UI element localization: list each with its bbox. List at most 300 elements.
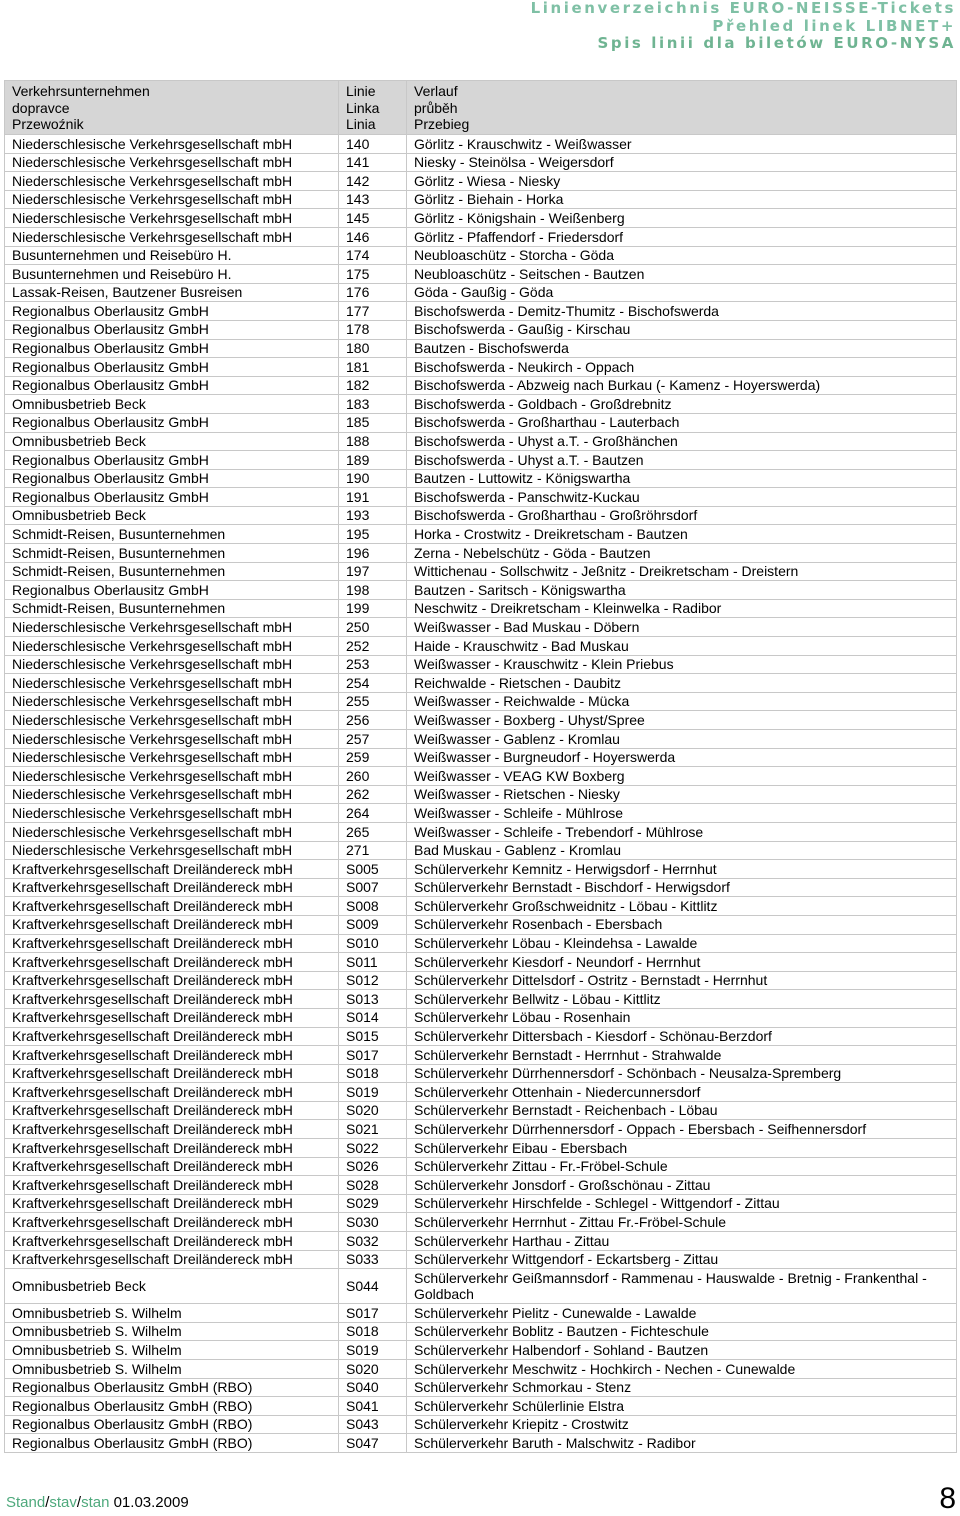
operator-cell: Niederschlesische Verkehrsgesellschaft mbH: [5, 135, 339, 154]
line-number-cell: 191: [339, 488, 407, 507]
table-row: [5, 544, 957, 563]
line-number-cell: 262: [339, 785, 407, 804]
route-cell: Schülerverkehr Baruth - Malschwitz - Radibor: [407, 1434, 957, 1453]
column-header-line: [339, 81, 407, 135]
operator-cell: Niederschlesische Verkehrsgesellschaft mbH: [5, 618, 339, 637]
table-row: [5, 674, 957, 693]
operator-cell: Regionalbus Oberlausitz GmbH: [5, 302, 339, 321]
route-cell: Weißwasser - Schleife - Trebendorf - Mühlrose: [407, 822, 957, 841]
operator-cell: Schmidt-Reisen, Busunternehmen: [5, 525, 339, 544]
table-row: [5, 711, 957, 730]
line-number-cell: S028: [339, 1176, 407, 1195]
route-cell: Bischofswerda - Großharthau - Lauterbach: [407, 413, 957, 432]
table-row: [5, 1397, 957, 1416]
operator-cell: Niederschlesische Verkehrsgesellschaft mbH: [5, 190, 339, 209]
table-row: [5, 990, 957, 1009]
route-cell: Bautzen - Luttowitz - Königswartha: [407, 469, 957, 488]
route-cell: Schülerverkehr Halbendorf - Sohland - Bautzen: [407, 1341, 957, 1360]
table-row: [5, 320, 957, 339]
line-number-cell: S015: [339, 1027, 407, 1046]
line-number-cell: 189: [339, 451, 407, 470]
table-row: [5, 227, 957, 246]
route-cell: Schülerverkehr Dittelsdorf - Ostritz - Bernstadt - Herrnhut: [407, 971, 957, 990]
table-row: [5, 265, 957, 284]
operator-cell: Omnibusbetrieb Beck: [5, 395, 339, 414]
route-cell: Neubloaschütz - Storcha - Göda: [407, 246, 957, 265]
table-row: [5, 1269, 957, 1304]
operator-cell: Niederschlesische Verkehrsgesellschaft mbH: [5, 692, 339, 711]
operator-cell: Omnibusbetrieb Beck: [5, 1269, 339, 1304]
line-number-cell: S018: [339, 1322, 407, 1341]
operator-cell: Niederschlesische Verkehrsgesellschaft mbH: [5, 767, 339, 786]
table-row: [5, 767, 957, 786]
table-row: [5, 581, 957, 600]
route-cell: Bischofswerda - Großharthau - Großröhrsdorf: [407, 506, 957, 525]
table-row: [5, 1434, 957, 1453]
line-number-cell: 197: [339, 562, 407, 581]
route-cell: Weißwasser - VEAG KW Boxberg: [407, 767, 957, 786]
page-number: 8: [939, 1482, 956, 1515]
route-cell: Weißwasser - Gablenz - Kromlau: [407, 730, 957, 749]
operator-cell: Regionalbus Oberlausitz GmbH: [5, 376, 339, 395]
footer-stav-label: stav: [49, 1494, 77, 1511]
table-header: [5, 81, 957, 135]
line-number-cell: 271: [339, 841, 407, 860]
operator-cell: Schmidt-Reisen, Busunternehmen: [5, 544, 339, 563]
table-row: [5, 785, 957, 804]
line-number-cell: 178: [339, 320, 407, 339]
operator-cell: Niederschlesische Verkehrsgesellschaft mbH: [5, 785, 339, 804]
operator-cell: Niederschlesische Verkehrsgesellschaft mbH: [5, 209, 339, 228]
header-title-de: Linienverzeichnis EURO-NEISSE-Tickets: [530, 0, 956, 17]
line-number-cell: S026: [339, 1157, 407, 1176]
line-number-cell: 196: [339, 544, 407, 563]
operator-cell: Kraftverkehrsgesellschaft Dreiländereck mbH: [5, 1008, 339, 1027]
line-number-cell: 193: [339, 506, 407, 525]
table-row: [5, 488, 957, 507]
line-number-cell: S018: [339, 1064, 407, 1083]
route-cell: Haide - Krauschwitz - Bad Muskau: [407, 637, 957, 656]
table-row: [5, 915, 957, 934]
table-row: [5, 339, 957, 358]
route-cell: Schülerverkehr Schmorkau - Stenz: [407, 1378, 957, 1397]
line-number-cell: S020: [339, 1101, 407, 1120]
route-cell: Bischofswerda - Goldbach - Großdrebnitz: [407, 395, 957, 414]
route-cell: Schülerverkehr Harthau - Zittau: [407, 1232, 957, 1251]
table-row: [5, 1046, 957, 1065]
operator-cell: Niederschlesische Verkehrsgesellschaft mbH: [5, 804, 339, 823]
line-number-cell: S017: [339, 1304, 407, 1323]
operator-cell: Omnibusbetrieb Beck: [5, 432, 339, 451]
route-cell: Görlitz - Krauschwitz - Weißwasser: [407, 135, 957, 154]
operator-cell: Regionalbus Oberlausitz GmbH: [5, 488, 339, 507]
line-number-cell: S041: [339, 1397, 407, 1416]
line-number-cell: 255: [339, 692, 407, 711]
operator-cell: Busunternehmen und Reisebüro H.: [5, 246, 339, 265]
table-row: [5, 1415, 957, 1434]
line-number-cell: S020: [339, 1360, 407, 1379]
table-row: [5, 190, 957, 209]
operator-cell: Omnibusbetrieb S. Wilhelm: [5, 1341, 339, 1360]
route-cell: Weißwasser - Reichwalde - Mücka: [407, 692, 957, 711]
operator-cell: Niederschlesische Verkehrsgesellschaft mbH: [5, 227, 339, 246]
line-number-cell: 199: [339, 599, 407, 618]
route-cell: Schülerverkehr Kriepitz - Crostwitz: [407, 1415, 957, 1434]
operator-cell: Kraftverkehrsgesellschaft Dreiländereck mbH: [5, 860, 339, 879]
line-number-cell: 260: [339, 767, 407, 786]
operator-cell: Kraftverkehrsgesellschaft Dreiländereck mbH: [5, 1194, 339, 1213]
operator-cell: Kraftverkehrsgesellschaft Dreiländereck mbH: [5, 971, 339, 990]
table-row: [5, 1027, 957, 1046]
operator-cell: Regionalbus Oberlausitz GmbH: [5, 358, 339, 377]
line-number-cell: 176: [339, 283, 407, 302]
table-row: [5, 934, 957, 953]
line-number-cell: S010: [339, 934, 407, 953]
table-row: [5, 395, 957, 414]
column-header-line-de: Linie: [346, 83, 376, 99]
operator-cell: Kraftverkehrsgesellschaft Dreiländereck mbH: [5, 934, 339, 953]
route-cell: Schülerverkehr Schülerlinie Elstra: [407, 1397, 957, 1416]
line-number-cell: 183: [339, 395, 407, 414]
route-cell: Niesky - Steinölsa - Weigersdorf: [407, 153, 957, 172]
column-header-operator-de: Verkehrsunternehmen: [12, 83, 150, 99]
line-number-cell: 195: [339, 525, 407, 544]
route-cell: Bischofswerda - Neukirch - Oppach: [407, 358, 957, 377]
line-number-cell: S033: [339, 1250, 407, 1269]
operator-cell: Busunternehmen und Reisebüro H.: [5, 265, 339, 284]
line-number-cell: S014: [339, 1008, 407, 1027]
operator-cell: Niederschlesische Verkehrsgesellschaft mbH: [5, 172, 339, 191]
route-cell: Schülerverkehr Bellwitz - Löbau - Kittlitz: [407, 990, 957, 1009]
operator-cell: Omnibusbetrieb S. Wilhelm: [5, 1304, 339, 1323]
line-number-cell: S011: [339, 953, 407, 972]
table-row: [5, 1194, 957, 1213]
table-row: [5, 878, 957, 897]
operator-cell: Kraftverkehrsgesellschaft Dreiländereck mbH: [5, 1027, 339, 1046]
route-cell: Schülerverkehr Rosenbach - Ebersbach: [407, 915, 957, 934]
route-cell: Bautzen - Bischofswerda: [407, 339, 957, 358]
route-cell: Bischofswerda - Demitz-Thumitz - Bischofswerda: [407, 302, 957, 321]
operator-cell: Kraftverkehrsgesellschaft Dreiländereck mbH: [5, 897, 339, 916]
table-row: [5, 1008, 957, 1027]
column-header-operator-pl: Przewoźnik: [12, 116, 84, 132]
route-cell: Schülerverkehr Bernstadt - Reichenbach - Löbau: [407, 1101, 957, 1120]
line-number-cell: 257: [339, 730, 407, 749]
document-header: [531, 0, 956, 53]
operator-cell: Regionalbus Oberlausitz GmbH: [5, 581, 339, 600]
operator-cell: Kraftverkehrsgesellschaft Dreiländereck mbH: [5, 953, 339, 972]
line-number-cell: 177: [339, 302, 407, 321]
operator-cell: Regionalbus Oberlausitz GmbH: [5, 451, 339, 470]
line-number-cell: S029: [339, 1194, 407, 1213]
column-header-route-pl: Przebieg: [414, 116, 470, 132]
operator-cell: Kraftverkehrsgesellschaft Dreiländereck mbH: [5, 1101, 339, 1120]
line-number-cell: S047: [339, 1434, 407, 1453]
route-cell: Horka - Crostwitz - Dreikretscham - Bautzen: [407, 525, 957, 544]
operator-cell: Kraftverkehrsgesellschaft Dreiländereck mbH: [5, 1176, 339, 1195]
route-cell: Schülerverkehr Großschweidnitz - Löbau - Kittlitz: [407, 897, 957, 916]
line-number-cell: S030: [339, 1213, 407, 1232]
route-cell: Schülerverkehr Zittau - Fr.-Fröbel-Schule: [407, 1157, 957, 1176]
line-number-cell: 256: [339, 711, 407, 730]
route-cell: Schülerverkehr Bernstadt - Herrnhut - Strahwalde: [407, 1046, 957, 1065]
operator-cell: Kraftverkehrsgesellschaft Dreiländereck mbH: [5, 1083, 339, 1102]
line-number-cell: S012: [339, 971, 407, 990]
route-cell: Schülerverkehr Eibau - Ebersbach: [407, 1139, 957, 1158]
operator-cell: Kraftverkehrsgesellschaft Dreiländereck mbH: [5, 1232, 339, 1251]
route-cell: Bischofswerda - Abzweig nach Burkau (- Kamenz - Hoyerswerda): [407, 376, 957, 395]
operator-cell: Kraftverkehrsgesellschaft Dreiländereck mbH: [5, 1250, 339, 1269]
table-row: [5, 1250, 957, 1269]
operator-cell: Schmidt-Reisen, Busunternehmen: [5, 562, 339, 581]
line-number-cell: 181: [339, 358, 407, 377]
route-cell: Schülerverkehr Kiesdorf - Neundorf - Herrnhut: [407, 953, 957, 972]
table-row: [5, 1213, 957, 1232]
line-number-cell: S013: [339, 990, 407, 1009]
table-row: [5, 599, 957, 618]
line-number-cell: 140: [339, 135, 407, 154]
table-row: [5, 525, 957, 544]
line-number-cell: 146: [339, 227, 407, 246]
operator-cell: Kraftverkehrsgesellschaft Dreiländereck mbH: [5, 1120, 339, 1139]
operator-cell: Niederschlesische Verkehrsgesellschaft mbH: [5, 153, 339, 172]
operator-cell: Kraftverkehrsgesellschaft Dreiländereck mbH: [5, 915, 339, 934]
line-number-cell: S017: [339, 1046, 407, 1065]
table-row: [5, 1157, 957, 1176]
table-row: [5, 1176, 957, 1195]
line-number-cell: 198: [339, 581, 407, 600]
table-row: [5, 1304, 957, 1323]
line-number-cell: S044: [339, 1269, 407, 1304]
column-header-line-cz: Linka: [346, 99, 380, 116]
operator-cell: Omnibusbetrieb S. Wilhelm: [5, 1322, 339, 1341]
line-number-cell: 175: [339, 265, 407, 284]
line-number-cell: 265: [339, 822, 407, 841]
line-number-cell: S022: [339, 1139, 407, 1158]
line-number-cell: S019: [339, 1083, 407, 1102]
table-row: [5, 1064, 957, 1083]
table-row: [5, 432, 957, 451]
route-cell: Schülerverkehr Dürrhennersdorf - Oppach - Ebersbach - Seifhennersdorf: [407, 1120, 957, 1139]
operator-cell: Niederschlesische Verkehrsgesellschaft mbH: [5, 841, 339, 860]
operator-cell: Niederschlesische Verkehrsgesellschaft mbH: [5, 711, 339, 730]
header-title-pl: Spis linii dla biletów EURO-NYSA: [597, 34, 956, 52]
line-number-cell: 253: [339, 655, 407, 674]
table-row: [5, 135, 957, 154]
table-body: [5, 135, 957, 1453]
operator-cell: Regionalbus Oberlausitz GmbH (RBO): [5, 1397, 339, 1416]
operator-cell: Schmidt-Reisen, Busunternehmen: [5, 599, 339, 618]
column-header-route-cz: průběh: [414, 99, 458, 116]
table-row: [5, 246, 957, 265]
route-cell: Reichwalde - Rietschen - Daubitz: [407, 674, 957, 693]
table-row: [5, 413, 957, 432]
table-row: [5, 1083, 957, 1102]
table-row: [5, 804, 957, 823]
operator-cell: Niederschlesische Verkehrsgesellschaft mbH: [5, 674, 339, 693]
table-row: [5, 1139, 957, 1158]
operator-cell: Regionalbus Oberlausitz GmbH: [5, 413, 339, 432]
route-cell: Görlitz - Königshain - Weißenberg: [407, 209, 957, 228]
route-cell: Schülerverkehr Dürrhennersdorf - Schönbach - Neusalza-Spremberg: [407, 1064, 957, 1083]
route-cell: Görlitz - Biehain - Horka: [407, 190, 957, 209]
operator-cell: Kraftverkehrsgesellschaft Dreiländereck mbH: [5, 1046, 339, 1065]
column-header-route: [407, 81, 957, 135]
header-title-cz: Přehled linek LIBNET+: [712, 16, 956, 35]
line-number-cell: 254: [339, 674, 407, 693]
route-cell: Weißwasser - Krauschwitz - Klein Priebus: [407, 655, 957, 674]
footer-date-stamp: [6, 1494, 189, 1511]
table-header-row: [5, 81, 957, 135]
line-number-cell: 252: [339, 637, 407, 656]
route-cell: Bischofswerda - Gaußig - Kirschau: [407, 320, 957, 339]
route-cell: Bischofswerda - Uhyst a.T. - Großhänchen: [407, 432, 957, 451]
operator-cell: Regionalbus Oberlausitz GmbH: [5, 469, 339, 488]
route-cell: Schülerverkehr Wittgendorf - Eckartsberg - Zittau: [407, 1250, 957, 1269]
line-number-cell: S043: [339, 1415, 407, 1434]
route-cell: Bad Muskau - Gablenz - Kromlau: [407, 841, 957, 860]
line-number-cell: S009: [339, 915, 407, 934]
table-row: [5, 1360, 957, 1379]
operator-cell: Lassak-Reisen, Bautzener Busreisen: [5, 283, 339, 302]
operator-cell: Kraftverkehrsgesellschaft Dreiländereck mbH: [5, 1139, 339, 1158]
table-row: [5, 172, 957, 191]
table-row: [5, 637, 957, 656]
operator-cell: Regionalbus Oberlausitz GmbH: [5, 320, 339, 339]
route-cell: Wittichenau - Sollschwitz - Jeßnitz - Dreikretscham - Dreistern: [407, 562, 957, 581]
table-row: [5, 1120, 957, 1139]
table-row: [5, 748, 957, 767]
route-cell: Weißwasser - Boxberg - Uhyst/Spree: [407, 711, 957, 730]
table-row: [5, 1341, 957, 1360]
route-cell: Weißwasser - Bad Muskau - Döbern: [407, 618, 957, 637]
table-row: [5, 822, 957, 841]
table-row: [5, 655, 957, 674]
table-row: [5, 692, 957, 711]
line-number-cell: 143: [339, 190, 407, 209]
route-cell: Weißwasser - Schleife - Mühlrose: [407, 804, 957, 823]
table-row: [5, 283, 957, 302]
line-number-cell: 259: [339, 748, 407, 767]
line-directory-table: [4, 80, 957, 1453]
line-number-cell: 264: [339, 804, 407, 823]
operator-cell: Kraftverkehrsgesellschaft Dreiländereck mbH: [5, 878, 339, 897]
table-row: [5, 451, 957, 470]
route-cell: Bischofswerda - Uhyst a.T. - Bautzen: [407, 451, 957, 470]
line-number-cell: S019: [339, 1341, 407, 1360]
line-number-cell: 185: [339, 413, 407, 432]
table-row: [5, 506, 957, 525]
operator-cell: Kraftverkehrsgesellschaft Dreiländereck mbH: [5, 1064, 339, 1083]
line-number-cell: 180: [339, 339, 407, 358]
table-row: [5, 1232, 957, 1251]
route-cell: Schülerverkehr Pielitz - Cunewalde - Lawalde: [407, 1304, 957, 1323]
line-number-cell: 141: [339, 153, 407, 172]
route-cell: Schülerverkehr Ottenhain - Niedercunnersdorf: [407, 1083, 957, 1102]
table-row: [5, 469, 957, 488]
operator-cell: Regionalbus Oberlausitz GmbH (RBO): [5, 1378, 339, 1397]
line-number-cell: 142: [339, 172, 407, 191]
route-cell: Schülerverkehr Dittersbach - Kiesdorf - Schönau-Berzdorf: [407, 1027, 957, 1046]
route-cell: Schülerverkehr Meschwitz - Hochkirch - Nechen - Cunewalde: [407, 1360, 957, 1379]
column-header-line-pl: Linia: [346, 116, 376, 132]
line-number-cell: S032: [339, 1232, 407, 1251]
route-cell: Neubloaschütz - Seitschen - Bautzen: [407, 265, 957, 284]
table-row: [5, 730, 957, 749]
table-row: [5, 860, 957, 879]
table-row: [5, 1101, 957, 1120]
operator-cell: Kraftverkehrsgesellschaft Dreiländereck mbH: [5, 1157, 339, 1176]
line-number-cell: 188: [339, 432, 407, 451]
footer-date: 01.03.2009: [113, 1494, 189, 1511]
route-cell: Bischofswerda - Panschwitz-Kuckau: [407, 488, 957, 507]
route-cell: Görlitz - Pfaffendorf - Friedersdorf: [407, 227, 957, 246]
table-row: [5, 562, 957, 581]
line-number-cell: 145: [339, 209, 407, 228]
table-row: [5, 897, 957, 916]
operator-cell: Regionalbus Oberlausitz GmbH (RBO): [5, 1434, 339, 1453]
table-row: [5, 841, 957, 860]
operator-cell: Kraftverkehrsgesellschaft Dreiländereck mbH: [5, 990, 339, 1009]
operator-cell: Niederschlesische Verkehrsgesellschaft mbH: [5, 730, 339, 749]
line-number-cell: S008: [339, 897, 407, 916]
route-cell: Schülerverkehr Kemnitz - Herwigsdorf - Herrnhut: [407, 860, 957, 879]
operator-cell: Niederschlesische Verkehrsgesellschaft mbH: [5, 637, 339, 656]
operator-cell: Omnibusbetrieb S. Wilhelm: [5, 1360, 339, 1379]
route-cell: Schülerverkehr Geißmannsdorf - Rammenau - Hauswalde - Bretnig - Frankenthal - Goldbach: [407, 1269, 957, 1304]
column-header-operator-cz: dopravce: [12, 99, 70, 116]
route-cell: Görlitz - Wiesa - Niesky: [407, 172, 957, 191]
route-cell: Schülerverkehr Löbau - Kleindehsa - Lawalde: [407, 934, 957, 953]
line-number-cell: S040: [339, 1378, 407, 1397]
route-cell: Schülerverkehr Bernstadt - Bischdorf - Herwigsdorf: [407, 878, 957, 897]
footer-stan-label: stan: [81, 1494, 110, 1511]
table-row: [5, 209, 957, 228]
table-row: [5, 953, 957, 972]
route-cell: Weißwasser - Burgneudorf - Hoyerswerda: [407, 748, 957, 767]
table-row: [5, 1322, 957, 1341]
line-number-cell: 250: [339, 618, 407, 637]
footer-separator-2: /: [76, 1494, 82, 1511]
footer-stand-label: Stand: [6, 1494, 46, 1511]
operator-cell: Niederschlesische Verkehrsgesellschaft mbH: [5, 655, 339, 674]
line-number-cell: 182: [339, 376, 407, 395]
line-number-cell: 190: [339, 469, 407, 488]
route-cell: Bautzen - Saritsch - Königswartha: [407, 581, 957, 600]
line-number-cell: S007: [339, 878, 407, 897]
table-row: [5, 302, 957, 321]
line-number-cell: S021: [339, 1120, 407, 1139]
table-row: [5, 618, 957, 637]
table-row: [5, 376, 957, 395]
route-cell: Weißwasser - Rietschen - Niesky: [407, 785, 957, 804]
route-cell: Schülerverkehr Boblitz - Bautzen - Fichteschule: [407, 1322, 957, 1341]
operator-cell: Omnibusbetrieb Beck: [5, 506, 339, 525]
operator-cell: Niederschlesische Verkehrsgesellschaft mbH: [5, 748, 339, 767]
route-cell: Schülerverkehr Hirschfelde - Schlegel - Wittgendorf - Zittau: [407, 1194, 957, 1213]
table-row: [5, 358, 957, 377]
route-cell: Schülerverkehr Herrnhut - Zittau Fr.-Fröbel-Schule: [407, 1213, 957, 1232]
operator-cell: Kraftverkehrsgesellschaft Dreiländereck mbH: [5, 1213, 339, 1232]
footer-separator-1: /: [45, 1494, 50, 1511]
route-cell: Zerna - Nebelschütz - Göda - Bautzen: [407, 544, 957, 563]
line-number-cell: 174: [339, 246, 407, 265]
route-cell: Göda - Gaußig - Göda: [407, 283, 957, 302]
route-cell: Neschwitz - Dreikretscham - Kleinwelka - Radibor: [407, 599, 957, 618]
line-number-cell: S005: [339, 860, 407, 879]
route-cell: Schülerverkehr Jonsdorf - Großschönau - Zittau: [407, 1176, 957, 1195]
operator-cell: Niederschlesische Verkehrsgesellschaft mbH: [5, 822, 339, 841]
